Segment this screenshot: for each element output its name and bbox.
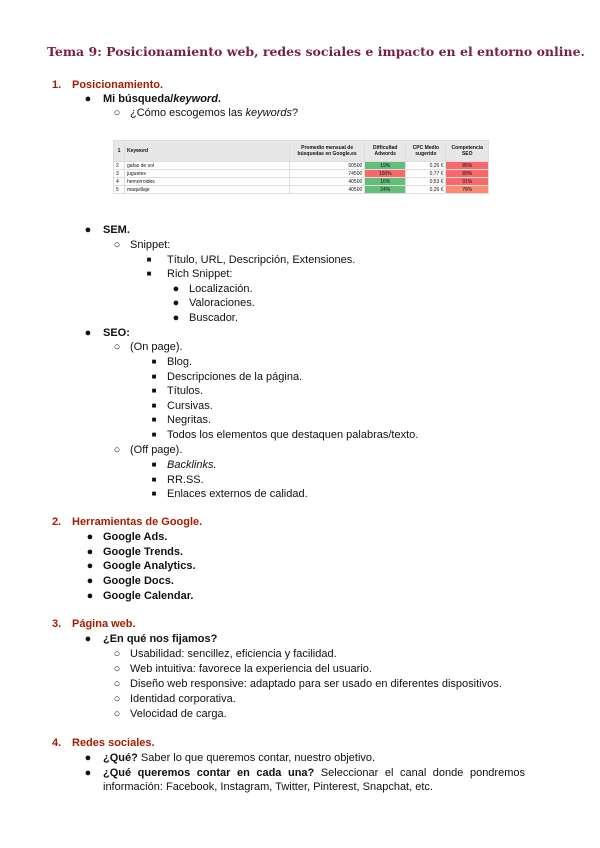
table-cell: 19%	[365, 162, 406, 170]
google-tool-item: Google Ads.	[103, 531, 168, 543]
circle-bullet-icon: ○	[113, 444, 121, 456]
section-2-number: 2.	[52, 516, 62, 528]
circle-bullet-icon: ○	[113, 239, 121, 251]
bullet-icon: ●	[84, 767, 92, 779]
table-cell: 0,26 €	[406, 186, 446, 194]
table-cell: 91%	[446, 178, 489, 186]
web-criterion-item: Web intuitiva: favorece la experiencia del usuario.	[130, 663, 372, 675]
table-cell: 2	[114, 162, 125, 170]
table-cell: 40500	[290, 186, 365, 194]
square-bullet-icon: ■	[151, 357, 157, 366]
on-page-item: Todos los elementos que destaquen palabras/texto.	[167, 429, 419, 441]
on-page-item: Blog.	[167, 356, 193, 368]
snippet-fields: Título, URL, Descripción, Extensiones.	[167, 254, 356, 266]
bullet-icon: ●	[86, 589, 94, 602]
document-title: Tema 9: Posicionamiento web, redes sociales e impacto en el entorno online.	[47, 44, 585, 59]
bullet-icon: ●	[84, 327, 92, 339]
table-row	[114, 162, 489, 170]
bullet-icon: ●	[84, 224, 92, 236]
bullet-icon: ●	[86, 545, 94, 558]
square-bullet-icon: ■	[151, 386, 157, 396]
circle-bullet-icon: ○	[113, 107, 121, 119]
col-searches: Promedio mensual de búsquedas en Google.es	[290, 141, 365, 162]
square-bullet-icon: ■	[151, 415, 157, 425]
seo-heading: SEO:	[103, 327, 130, 339]
col-cpc: CPC Medio sugerido	[406, 141, 446, 162]
rich-item: Valoraciones.	[189, 297, 255, 309]
col-seo: Competencia SEO	[446, 141, 489, 162]
sem-heading: SEM.	[103, 224, 130, 236]
circle-bullet-icon: ○	[113, 678, 121, 690]
table-cell: 40500	[290, 178, 365, 186]
web-question: ¿En qué nos fijamos?	[103, 633, 218, 645]
circle-bullet-icon: ○	[113, 648, 121, 660]
section-2-heading: Herramientas de Google.	[72, 516, 203, 528]
what-a: Saber lo que queremos contar, nuestro objetivo.	[137, 752, 376, 764]
keyword-item	[103, 92, 221, 106]
rich-item: Localización.	[189, 283, 253, 295]
keyword-label: Mi búsqueda/	[103, 93, 174, 105]
circle-bullet-icon: ○	[113, 341, 121, 353]
keyword-dot: .	[217, 93, 221, 105]
q-text: ¿Cómo escogemos las	[130, 107, 246, 119]
table-cell: 4	[114, 178, 125, 186]
table-cell: 16%	[365, 178, 406, 186]
channels-q: ¿Qué queremos contar en cada una?	[103, 767, 315, 779]
bullet-icon: ●	[84, 633, 92, 645]
square-bullet-icon: ■	[151, 474, 157, 484]
circle-bullet-icon: ○	[113, 693, 121, 705]
table-cell: 85%	[446, 162, 489, 170]
bullet-icon: ●	[172, 312, 180, 324]
bullet-icon: ●	[84, 752, 92, 764]
table-cell: 24%	[365, 186, 406, 194]
col-keyword: Keyword	[125, 141, 290, 162]
off-page-item: Backlinks.	[167, 459, 217, 471]
google-tool-item: Google Calendar.	[103, 589, 194, 602]
google-tool-item: Google Docs.	[103, 575, 174, 588]
keyword-italic: keyword	[173, 93, 218, 105]
bullet-icon: ●	[86, 560, 94, 573]
on-page-item: Cursivas.	[167, 399, 213, 412]
bullet-icon: ●	[86, 575, 94, 588]
table-row	[114, 186, 489, 194]
table-row	[114, 178, 489, 186]
snippet-label: Snippet:	[130, 239, 171, 251]
keyword-table	[113, 140, 489, 194]
channels-a: Seleccionar el canal donde pondremos	[314, 767, 525, 779]
square-bullet-icon: ■	[146, 269, 152, 278]
square-bullet-icon: ■	[146, 255, 152, 264]
rich-item: Buscador.	[189, 312, 238, 324]
section-4-heading: Redes sociales.	[72, 737, 155, 749]
section-3-heading: Página web.	[72, 618, 136, 630]
rich-snippet-label: Rich Snippet:	[167, 268, 233, 280]
circle-bullet-icon: ○	[113, 708, 121, 720]
q-italic: keywords	[245, 107, 293, 119]
q-mark: ?	[292, 107, 299, 119]
on-page-item: Descripciones de la página.	[167, 370, 303, 383]
social-what	[103, 751, 375, 765]
table-cell: 0,53 €	[406, 178, 446, 186]
off-page-item: RR.SS.	[167, 473, 204, 486]
section-1-number: 1.	[52, 79, 62, 91]
table-cell: 0,26 €	[406, 162, 446, 170]
square-bullet-icon: ■	[151, 460, 157, 469]
web-criterion-item: Usabilidad: sencillez, eficiencia y facilidad.	[130, 648, 337, 660]
off-page-label: (Off page).	[130, 444, 183, 456]
table-cell: hemorroides	[125, 178, 290, 186]
table-cell: 60500	[290, 162, 365, 170]
section-3-number: 3.	[52, 618, 62, 630]
square-bullet-icon: ■	[151, 371, 157, 381]
bullet-icon: ●	[172, 283, 180, 295]
bullet-icon: ●	[86, 531, 94, 543]
table-cell: juguetes	[125, 170, 290, 178]
table-cell: 78%	[446, 186, 489, 194]
table-cell: gafas de sol	[125, 162, 290, 170]
section-4-number: 4.	[52, 737, 62, 749]
web-criterion-item: Diseño web responsive: adaptado para ser usado en diferentes dispositivos.	[130, 678, 502, 690]
social-channels	[103, 766, 525, 780]
bullet-icon: ●	[84, 93, 92, 105]
square-bullet-icon: ■	[151, 430, 157, 439]
on-page-label: (On page).	[130, 341, 183, 353]
google-tool-item: Google Trends.	[103, 545, 184, 558]
google-tool-item: Google Analytics.	[103, 560, 196, 573]
bullet-icon: ●	[172, 297, 180, 309]
table-cell: 0,77 €	[406, 170, 446, 178]
square-bullet-icon: ■	[151, 400, 157, 410]
table-cell: 74500	[290, 170, 365, 178]
square-bullet-icon: ■	[151, 489, 157, 499]
on-page-item: Negritas.	[167, 414, 212, 427]
table-cell: 3	[114, 170, 125, 178]
circle-bullet-icon: ○	[113, 663, 121, 675]
row-header: 1	[114, 141, 125, 162]
channels-list: información: Facebook, Instagram, Twitter, Pinterest, Snapchat, etc.	[103, 781, 433, 793]
what-q: ¿Qué?	[103, 752, 138, 764]
web-criterion-item: Velocidad de carga.	[130, 708, 227, 720]
on-page-item: Títulos.	[167, 385, 204, 398]
table-cell: maquillaje	[125, 186, 290, 194]
off-page-item: Enlaces externos de calidad.	[167, 488, 308, 501]
keyword-question	[130, 106, 298, 120]
col-difficulty: Difficultad Adwords	[365, 141, 406, 162]
web-criterion-item: Identidad corporativa.	[130, 693, 236, 705]
table-cell: 89%	[446, 170, 489, 178]
section-1-heading: Posicionamiento.	[72, 79, 164, 91]
table-cell: 100%	[365, 170, 406, 178]
table-cell: 5	[114, 186, 125, 194]
table-row	[114, 170, 489, 178]
